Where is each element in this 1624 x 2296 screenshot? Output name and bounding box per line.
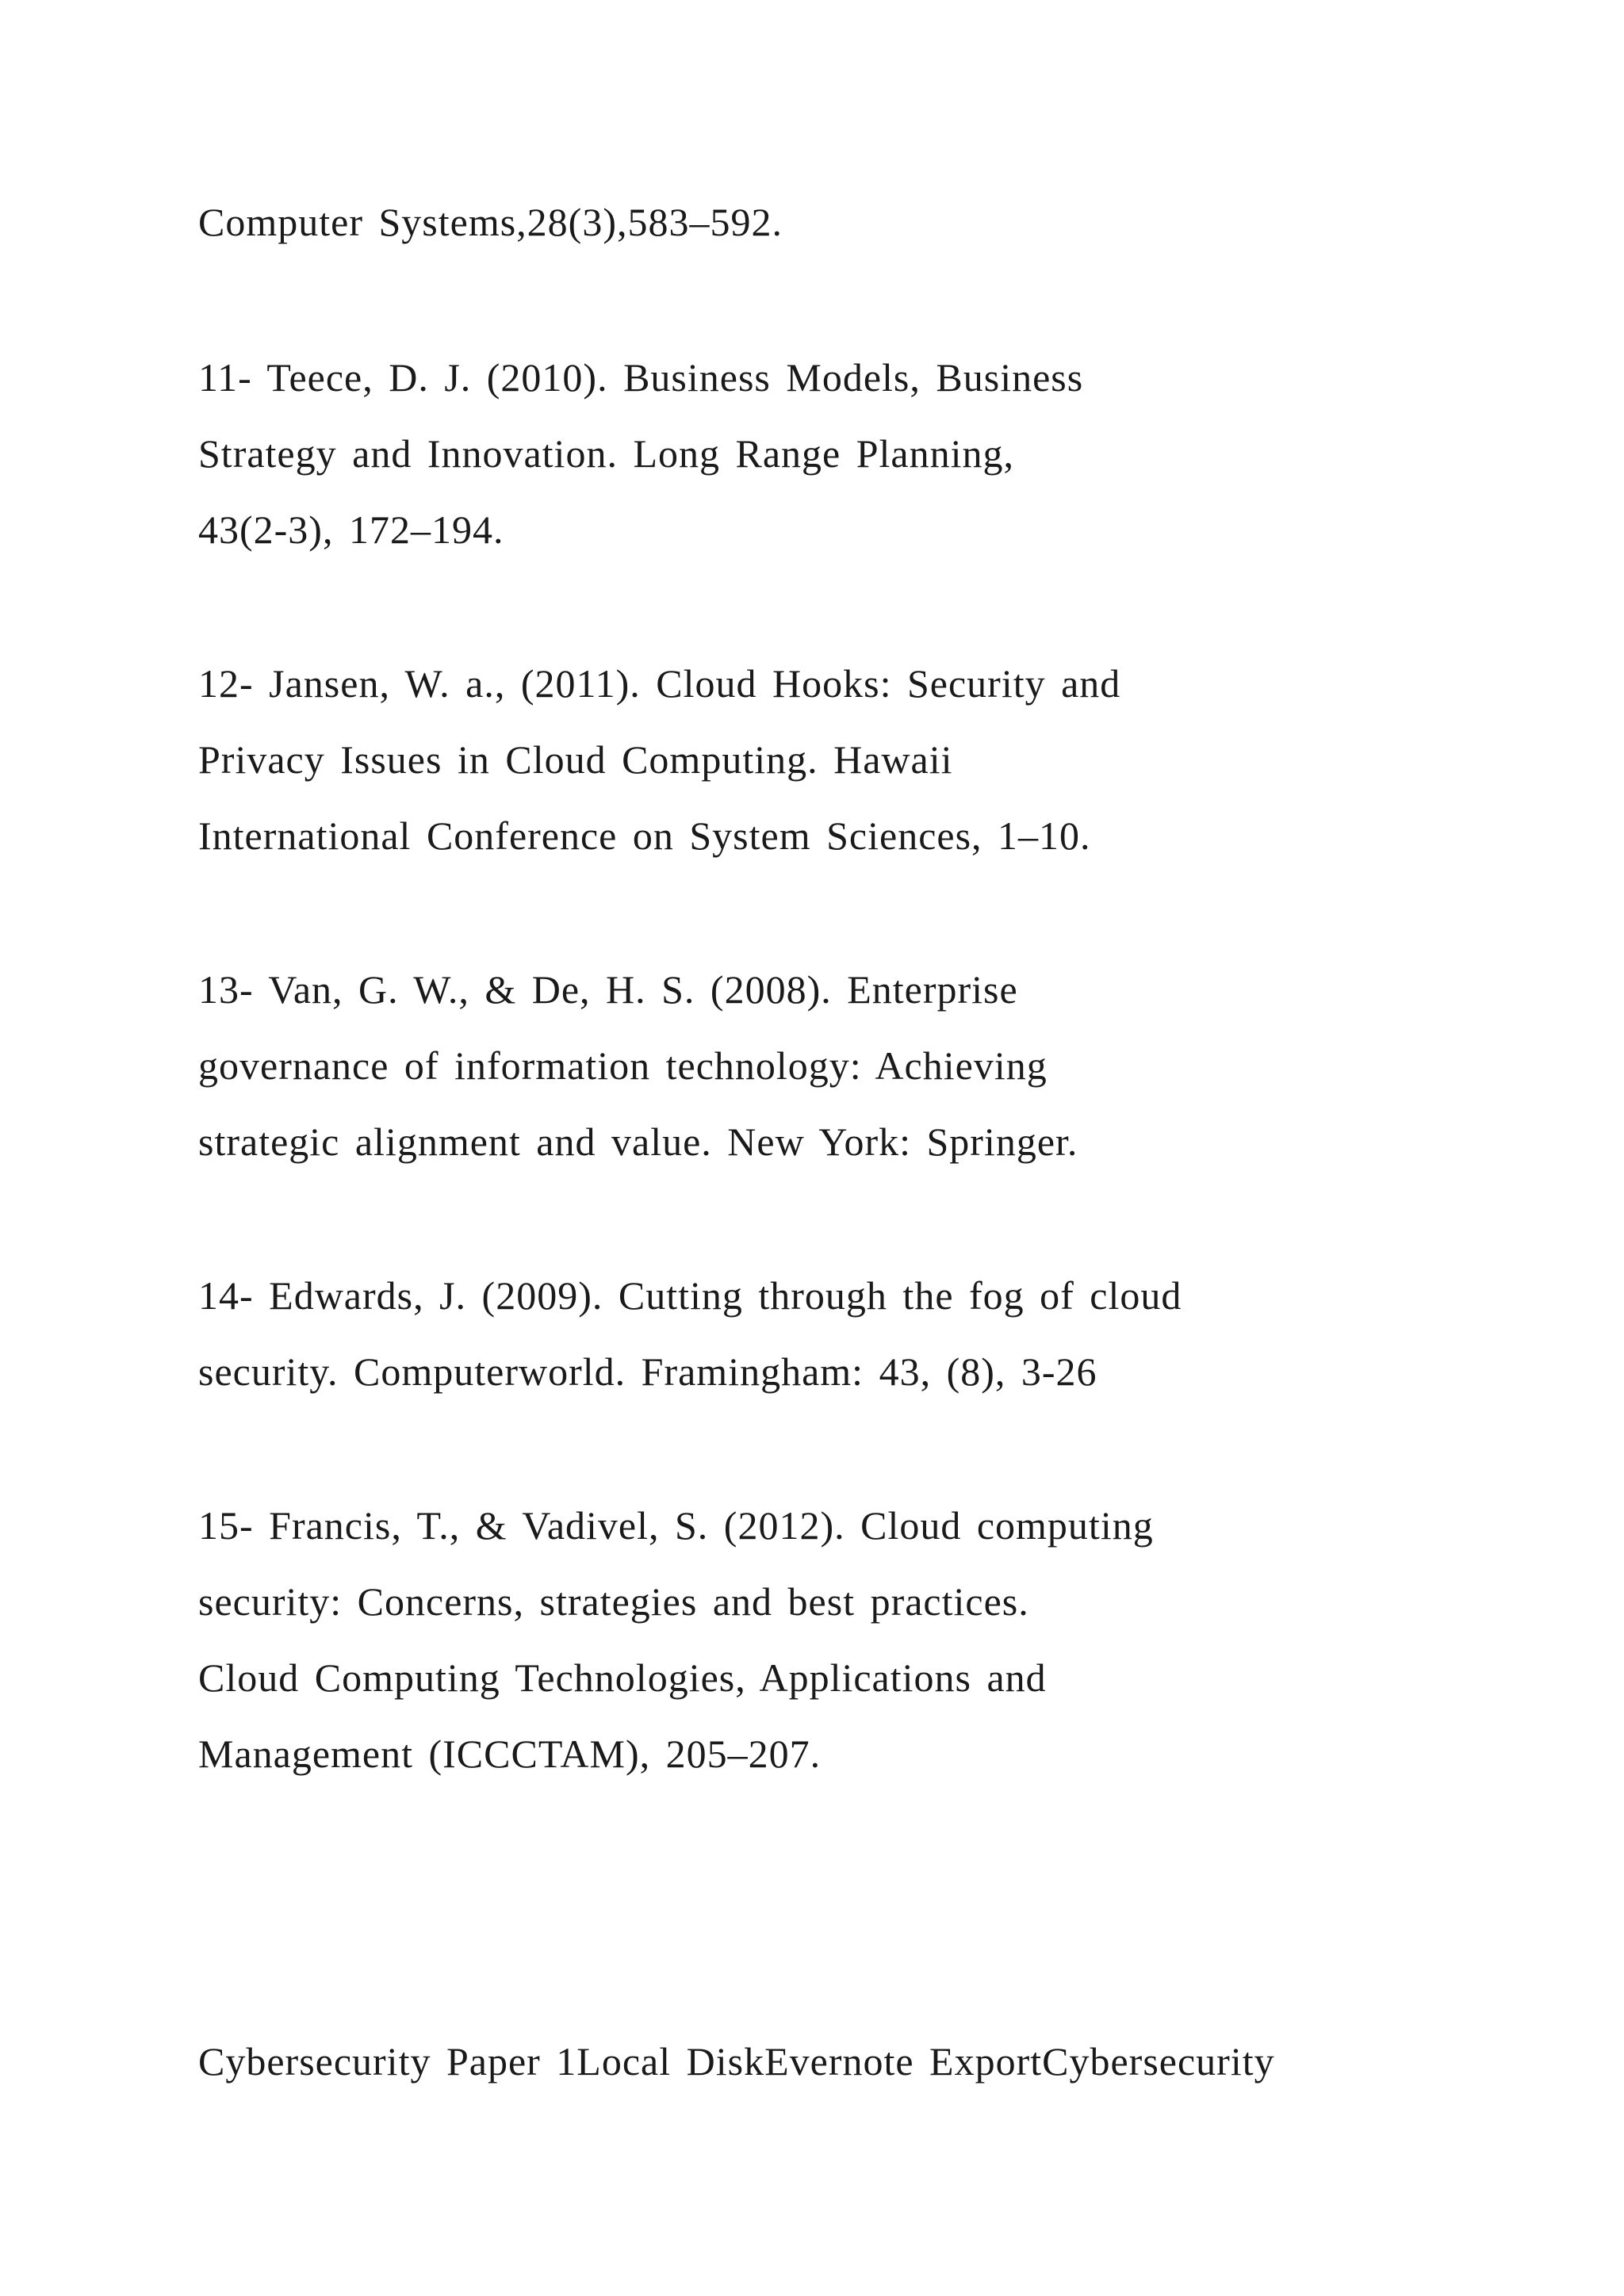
reference-11-line-1: 11- Teece, D. J. (2010). Business Models, Business bbox=[198, 355, 1084, 400]
reference-13-line-2: governance of information technology: Achieving bbox=[198, 1043, 1048, 1088]
reference-15-line-3: Cloud Computing Technologies, Applications and bbox=[198, 1655, 1047, 1700]
reference-15-line-4: Management (ICCCTAM), 205–207. bbox=[198, 1732, 822, 1776]
reference-12-line-2: Privacy Issues in Cloud Computing. Hawaii bbox=[198, 737, 953, 782]
reference-12-line-1: 12- Jansen, W. a., (2011). Cloud Hooks: Security and bbox=[198, 661, 1121, 706]
reference-12-line-3: International Conference on System Sciences, 1–10. bbox=[198, 813, 1091, 858]
reference-11-line-2: Strategy and Innovation. Long Range Planning, bbox=[198, 431, 1015, 476]
reference-14-line-1: 14- Edwards, J. (2009). Cutting through the fog of cloud bbox=[198, 1273, 1182, 1318]
reference-15-line-2: security: Concerns, strategies and best practices. bbox=[198, 1579, 1029, 1624]
page-footer: Cybersecurity Paper 1Local DiskEvernote ExportCybersecurity bbox=[198, 2039, 1275, 2084]
reference-11-line-3: 43(2-3), 172–194. bbox=[198, 507, 504, 552]
reference-15-line-1: 15- Francis, T., & Vadivel, S. (2012). Cloud computing bbox=[198, 1503, 1154, 1548]
reference-14-line-2: security. Computerworld. Framingham: 43, (8), 3-26 bbox=[198, 1349, 1097, 1394]
reference-10-line-1: Computer Systems,28(3),583–592. bbox=[198, 200, 783, 244]
reference-13-line-1: 13- Van, G. W., & De, H. S. (2008). Enterprise bbox=[198, 967, 1018, 1012]
reference-13-line-3: strategic alignment and value. New York: Springer. bbox=[198, 1119, 1078, 1164]
